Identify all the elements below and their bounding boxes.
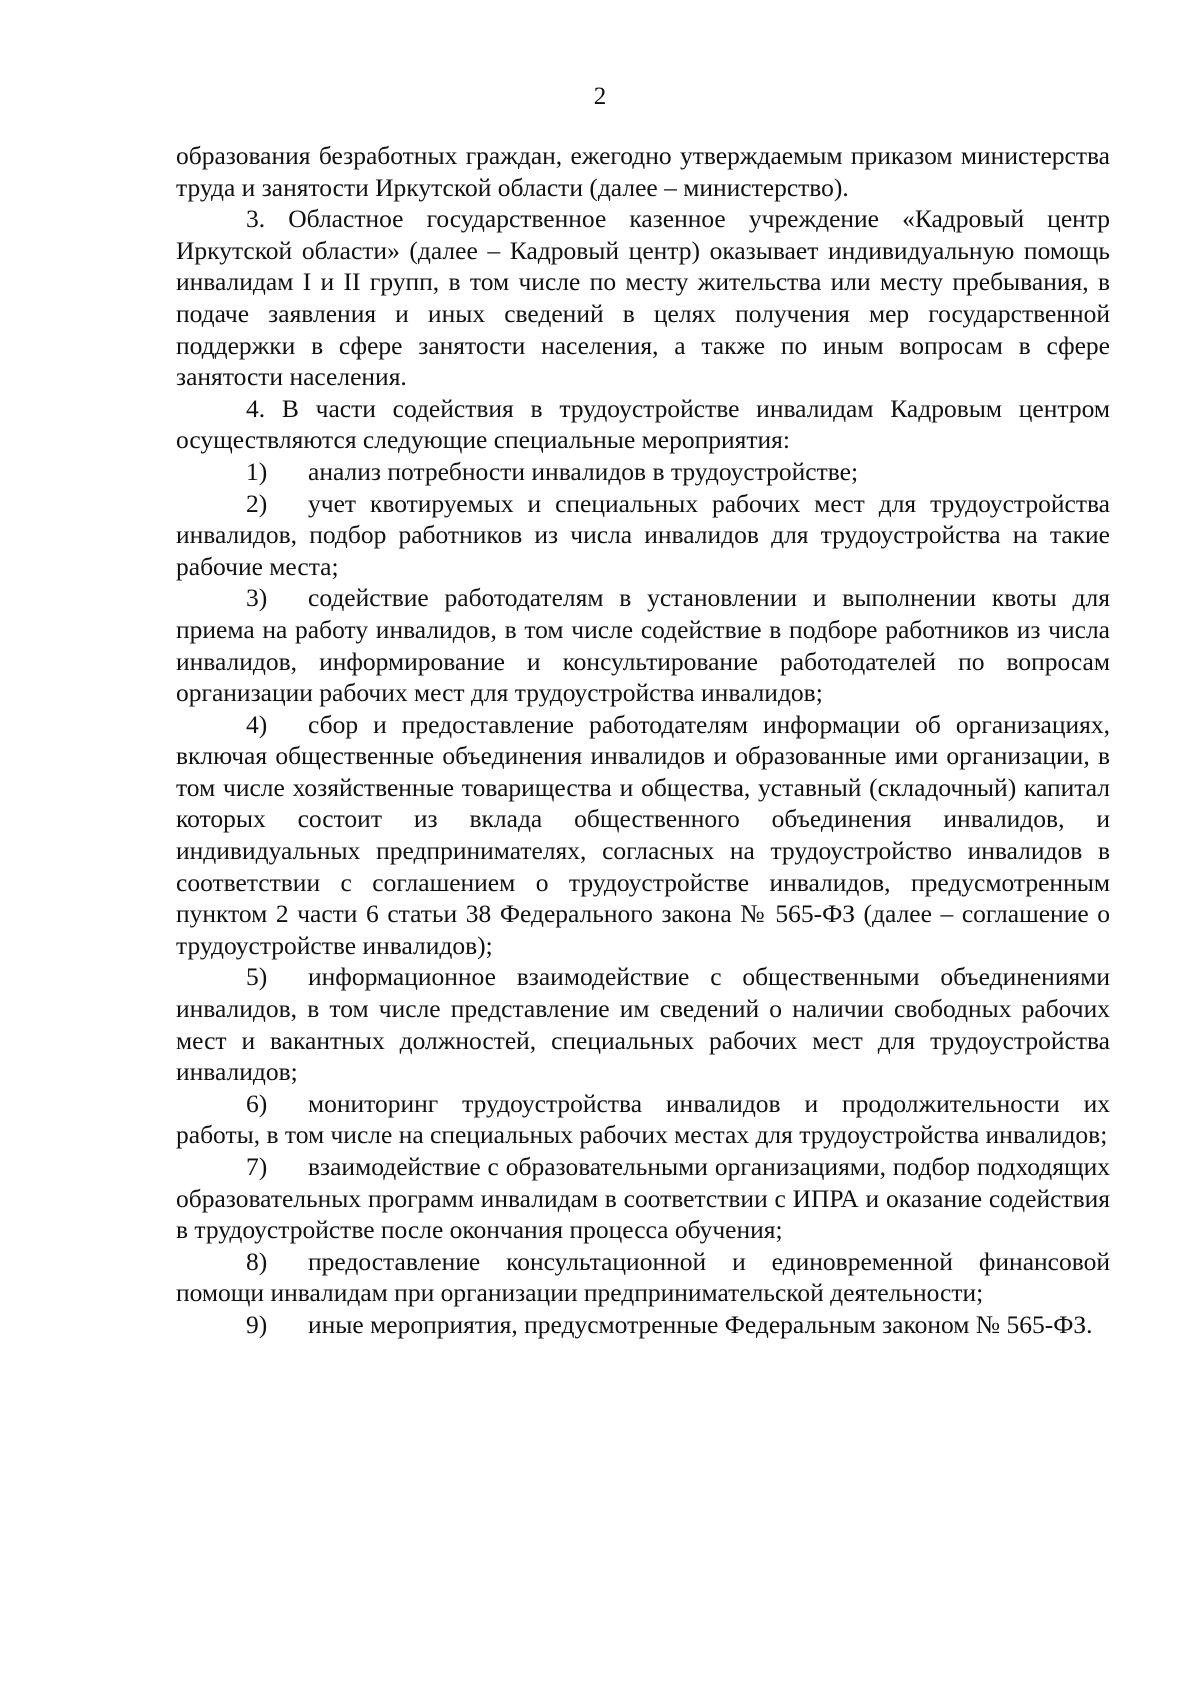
list-item-text: сбор и предоставление работодателям информации об организациях, включая общественные объединения инвалидов и образованные ими организации, в том числе хозяйственные товарищества и общества, уставный (складочный) капитал которых состоит из вклада общественного объединения инвалидов, и индивидуальных предпринимателях, согласных на трудоустройство инвалидов в соответствии с соглашением о трудоустройстве инвалидов, предусмотренным пунктом 2 части 6 статьи 38 Федерального закона № 565-ФЗ (далее – соглашение о трудоустройстве инвалидов); [176,709,1110,960]
list-item-text: иные мероприятия, предусмотренные Федеральным законом № 565-ФЗ. [308,1309,1093,1339]
list-item-text: мониторинг трудоустройства инвалидов и продолжительности их работы, в том числе на специальных рабочих местах для трудоустройства инвалидов; [176,1088,1110,1150]
list-item [176,582,1110,708]
list-item [176,961,1110,1087]
list-item [176,1246,1110,1309]
list-item-text: взаимодействие с образовательными организациями, подбор подходящих образовательных программ инвалидам в соответствии с ИПРА и оказание содействия в трудоустройстве после окончания процесса обучения; [176,1152,1110,1245]
list-item-number: 6) [246,1088,268,1118]
list-item [176,456,1110,488]
list-item-number: 9) [246,1309,268,1339]
list-item-number: 4) [246,709,268,739]
list-item-text: анализ потребности инвалидов в трудоустройстве; [308,456,859,486]
list-item [176,1309,1110,1341]
list-item-number: 1) [246,456,268,486]
list-item [176,1088,1110,1151]
paragraph-continuation: образования безработных граждан, ежегодно утверждаемым приказом министерства труда и занятости Иркутской области (далее – министерство). [176,141,1110,202]
document-body [176,140,1110,1341]
list-item-text: предоставление консультационной и единовременной финансовой помощи инвалидам при организации предпринимательской деятельности; [176,1246,1110,1308]
list-item-text: информационное взаимодействие с общественными объединениями инвалидов, в том числе представление им сведений о наличии свободных рабочих мест и вакантных должностей, специальных рабочих мест для трудоустройства инвалидов; [176,962,1110,1087]
list-item [176,709,1110,962]
list-item-number: 8) [246,1246,268,1276]
list-item-text: учет квотируемых и специальных рабочих мест для трудоустройства инвалидов, подбор работников из числа инвалидов для трудоустройства на такие рабочие места; [176,488,1110,581]
list-item [176,488,1110,583]
list-item-number: 3) [246,583,268,613]
list-item-number: 7) [246,1152,268,1181]
list-item-text: содействие работодателям в установлении и выполнении квоты для приема на работу инвалидов, в том числе содействие в подборе работников из числа инвалидов, информирование и консультирование работодателей по вопросам организации рабочих мест для трудоустройства инвалидов; [176,583,1110,708]
list-item-number: 2) [246,488,268,518]
page-number: 2 [593,83,607,110]
list-item-number: 5) [246,962,268,992]
list-item [176,1151,1110,1246]
paragraph-4: 4. В части содействия в трудоустройстве инвалидам Кадровым центром осуществляются следующие специальные мероприятия: [176,393,1110,455]
paragraph-3: 3. Областное государственное казенное учреждение «Кадровый центр Иркутской области» (далее – Кадровый центр) оказывает индивидуальную помощь инвалидам I и II групп, в том числе по месту жительства или месту пребывания, в подаче заявления и иных сведений в целях получения мер государственной поддержки в сфере занятости населения, а также по иным вопросам в сфере занятости населения. [176,204,1110,392]
